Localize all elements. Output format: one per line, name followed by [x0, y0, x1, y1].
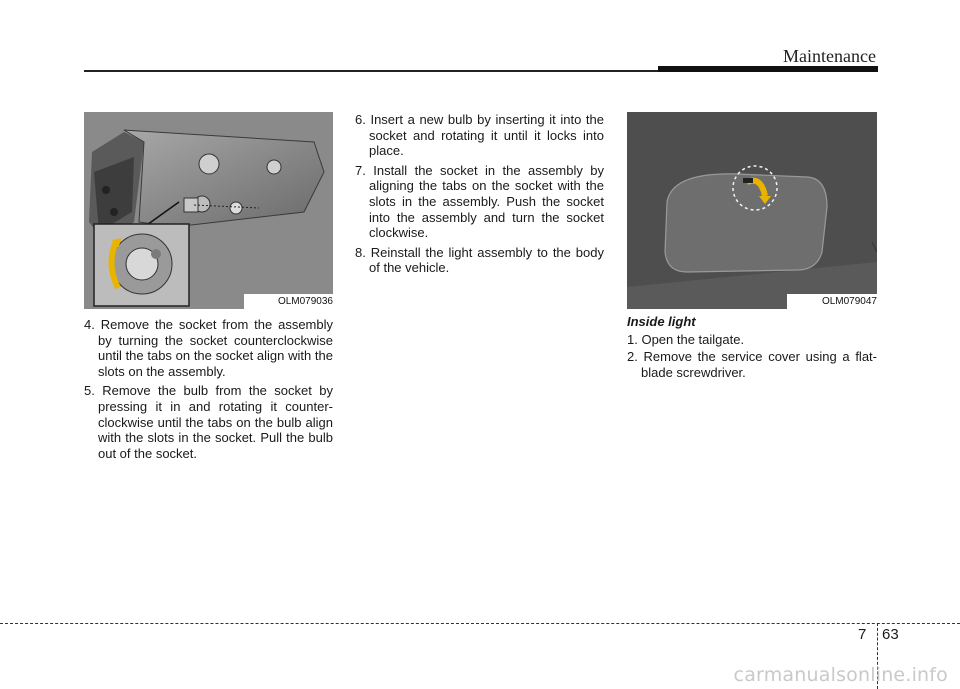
page-number: 63 — [882, 626, 899, 643]
step-4: 4. Remove the socket from the assembly by turning the socket counterclockwise until the tabs on the socket align with the slots on the assembly. — [84, 317, 333, 379]
figure-inside-light-cover — [627, 112, 877, 309]
step-5: 5. Remove the bulb from the socket by pressing it in and rotating it counter-clockwise until the tabs on the bulb align with the slots in the socket. Pull the bulb out of the socket. — [84, 383, 333, 461]
step-1: 1. Open the tailgate. — [627, 331, 745, 347]
figure-caption-right: OLM079047 — [787, 294, 877, 310]
header-rule-accent — [658, 66, 878, 72]
step-7: 7. Install the socket in the assembly by aligning the tabs on the socket with the slots in the assembly. Push the socket into the assembly and turn the socket clockwise. — [355, 162, 604, 241]
heading-inside-light: Inside light — [627, 314, 696, 329]
section-title: Maintenance — [783, 46, 876, 66]
chapter-number: 7 — [858, 626, 867, 643]
figure-socket-removal — [84, 112, 333, 309]
column-1 — [84, 317, 333, 465]
column-2 — [355, 112, 604, 280]
figure-caption-left: OLM079036 — [244, 294, 333, 310]
header-rule — [84, 70, 660, 72]
step-2: 2. Remove the service cover using a flat-blade screwdriver. — [627, 349, 877, 380]
socket-illustration — [84, 112, 333, 309]
watermark: carmanualsonline.info — [733, 664, 948, 686]
footer-rule — [0, 623, 960, 624]
cover-illustration — [627, 112, 877, 309]
column-3 — [627, 314, 877, 384]
step-6: 6. Insert a new bulb by inserting it into the socket and rotating it until it locks into place. — [355, 112, 604, 159]
step-8: 8. Reinstall the light assembly to the body of the vehicle. — [355, 244, 604, 276]
